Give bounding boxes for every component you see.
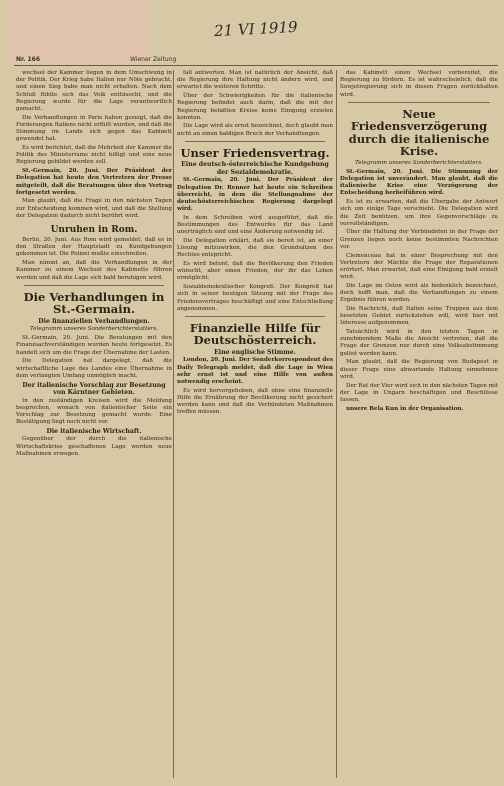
headline: Unruhen in Rom. [50,225,138,236]
subheadline: Eine deutsch-österreichische Kundgebung der Sozialdemokratie. [181,161,329,176]
newspaper-name: Wiener Zeitung [130,56,177,63]
paragraph: Es wird hervorgehoben, daß ohne eine finanzielle Hilfe die Ernährung der Bevölkerung nicht gesichert werden kann und daß die Verbündeten Maßnahmen treffen müssen. [177,387,333,416]
section-divider [185,141,325,142]
subheadline: Die italienische Wirtschaft. [46,427,142,435]
paragraph: Die Verhandlungen in Paris haben gezeigt, daß die Forderungen Italiens nicht erfüllt wurden, und daß die Stimmung im Lande sich gegen das Kabinett gewendet hat. [16,114,172,143]
column-rule [336,70,337,778]
section-divider [185,316,325,317]
page-header-bar [14,54,498,66]
paragraph: In den zuständigen Kreisen wird die Meldung besprochen, wonach von italienischer Seite ein Vorschlag zur Besetzung gemacht wurde. Eine Bestätigung liegt noch nicht vor. [16,397,172,426]
paragraph: Die Delegation hat dargelegt, daß die wirtschaftliche Lage des Landes eine Übernahme in dem verlangten Umfang unmöglich macht. [16,358,172,379]
subheadline: Der italienische Vorschlag zur Besetzung von Kärntner Gebieten. [22,381,166,396]
column-middle [177,70,333,778]
paragraph: Sozialdemokratischer Kongreß. Der Kongreß hat sich in seiner heutigen Sitzung mit der Frage des Friedensvertrages beschäftigt und eine Entschließung angenommen. [177,284,333,312]
headline: Unser Friedensvertrag. [180,145,330,160]
paragraph: London, 20. Juni. Der Sonderkorrespondent des Daily Telegraph meldet, daß die Lage in Wien sehr ernst ist und eine Hilfe von außen notwendig erscheint. [177,357,333,386]
telegram-line: Telegramm unseres Sonderberichterstatters. [355,159,483,166]
paragraph: Über der Schwierigkeiten für die italienische Regierung befindet auch darin, daß die mit der Regierung befaßten Kreise keine Einigung erzielen konnten. [177,93,333,121]
column-left [16,70,172,778]
paragraph: Berlin, 20. Juni. Aus Rom wird gemeldet, daß es in den Straßen der Hauptstadt zu Kundgebungen gekommen ist. Die Polizei mußte einschreiten. [16,237,172,258]
page-number: Nr. 166 [16,56,41,63]
paragraph: St.-Germain, 20. Juni. Der Präsident der Delegation hat heute den Vertretern der Presse mitgeteilt, daß die Beratungen über den Vertrag fortgesetzt werden. [16,168,172,196]
paragraph: Man nimmt an, daß die Verhandlungen in der Kammer zu einem Wechsel des Kabinetts führen werden und daß die Lage sich bald beruhigen wird. [16,260,172,281]
subheadline: Eine englische Stimme. [214,348,296,356]
paragraph: Man glaubt, daß die Frage in den nächsten Tagen zur Entscheidung kommen wird, und daß die Stellung der Delegation dadurch nicht berührt wird. [16,198,172,219]
paragraph: Gegenüber der durch die italienische Wirtschaftskrise geschaffenen Lage werden neue Maßnahmen erwogen. [16,436,172,457]
headline: Neue Friedensverzögerung durch die italienische Krise. [348,106,490,159]
paragraph: Tatsächlich wird in den letzten Tagen in zunehmendem Maße die Ansicht vertreten, daß die Frage der Grenzen nur durch eine Volksabstimmung gelöst werden kann. [340,329,498,357]
paragraph: unsere Bela Kun in der Organisation. [346,405,464,412]
section-divider [348,102,490,103]
paragraph: Der Rat der Vier wird sich in den nächsten Tagen mit der Lage in Ungarn beschäftigen und Beschlüsse fassen. [340,382,498,403]
paragraph: Über die Haltung der Verbündeten in der Frage der Grenzen liegen noch keine bestimmten Nachrichten vor. [340,229,498,250]
paragraph: St.-Germain, 20. Juni. Der Präsident der Delegation Dr. Renner hat heute ein Schreiben überreicht, in dem die Stellungnahme der deutschösterreichischen Regierung dargelegt wird. [177,177,333,213]
section-divider [24,285,164,286]
headline: Die Verhandlungen in St.-Germain. [23,289,165,317]
subheadline: Die finanziellen Verhandlungen. [38,317,150,325]
paragraph: Es wird betont, daß die Bevölkerung den Frieden wünscht, aber einen Frieden, der ihr das Leben ermöglicht. [177,261,333,282]
paragraph: Clemenceau hat in einer Besprechung mit den Vertretern der Mächte die Frage der Reparationen erörtert. Man erwartet, daß eine Einigung bald erzielt wird. [340,252,498,281]
paragraph: Die Delegation erklärt, daß sie bereit ist, an einer Lösung mitzuwirken, die den Grundsätzen des Rechtes entspricht. [177,237,333,259]
paragraph: Die Nachricht, daß Italien seine Truppen aus dem besetzten Gebiet zurückziehen will, wird hier mit Interesse aufgenommen. [340,305,498,327]
paragraph: Man glaubt, daß die Regierung von Budapest in dieser Frage eine abwartende Haltung einnehmen wird. [340,359,498,380]
paragraph: Es wird berichtet, daß die Mehrheit der Kammer die Politik des Ministeriums nicht billigt und eine neue Regierung gebildet werden soll. [16,145,172,166]
paragraph: fall antworten. Man ist natürlich der Ansicht, daß die Regierung ihre Haltung nicht ändern wird, und erwartet die weiteren Schritte. [177,70,333,91]
telegram-line: Telegramm unseres Sonderberichterstatters. [30,326,158,333]
handwritten-date: 21 VI 1919 [213,17,298,41]
pasted-clipping-strip [8,0,148,62]
paragraph: Die Lage im Osten wird als bedenklich bezeichnet, doch hofft man, daß die Verhandlungen zu einem Ergebnis führen werden. [340,282,498,304]
paragraph: In dem Schreiben wird ausgeführt, daß die Bestimmungen des Entwurfes für das Land unerträglich sind und eine Änderung notwendig ist. [177,214,333,236]
paragraph: wechsel der Kammer liegen in dem Umschwung in der Politik. Der Krieg habe Italien nur Nöte gebracht, und einen Sieg habe man nicht erhalten. Nach dem Schluß fühlte sich das Volk enttäuscht, und die Regierung wurde für die Lage verantwortlich gemacht. [16,70,172,113]
paragraph: Die Lage wird als ernst bezeichnet, doch glaubt man nicht an einen baldigen Bruch der Verhandlungen. [177,123,333,137]
paragraph: das Kabinett einen Wechsel vorbereitet, die Regierung zu fördern. Es ist wahrscheinlich, daß die Sowjetregierung sich in diesen Fragen zurückhalten wird. [340,70,498,98]
paragraph: St.-Germain, 20. Juni. Die Beratungen mit den Finanzsachverständigen wurden heute fortgesetzt. Es handelt sich um die Frage der Übernahme der Lasten. [16,335,172,356]
paragraph: Es ist zu erwarten, daß die Übergabe der Antwort sich um einige Tage verschiebt. Die Delegation wird die Zeit benützen, um ihre Gegenvorschläge zu vervollständigen. [340,199,498,227]
column-right [340,70,498,778]
column-rule [173,70,174,778]
headline: Finanzielle Hilfe für Deutschösterreich. [189,320,321,348]
paragraph: St.-Germain, 20. Juni. Die Stimmung der Delegation ist unverändert. Man glaubt, daß die italienische Krise eine Verzögerung der Entscheidung herbeiführen wird. [340,168,498,197]
